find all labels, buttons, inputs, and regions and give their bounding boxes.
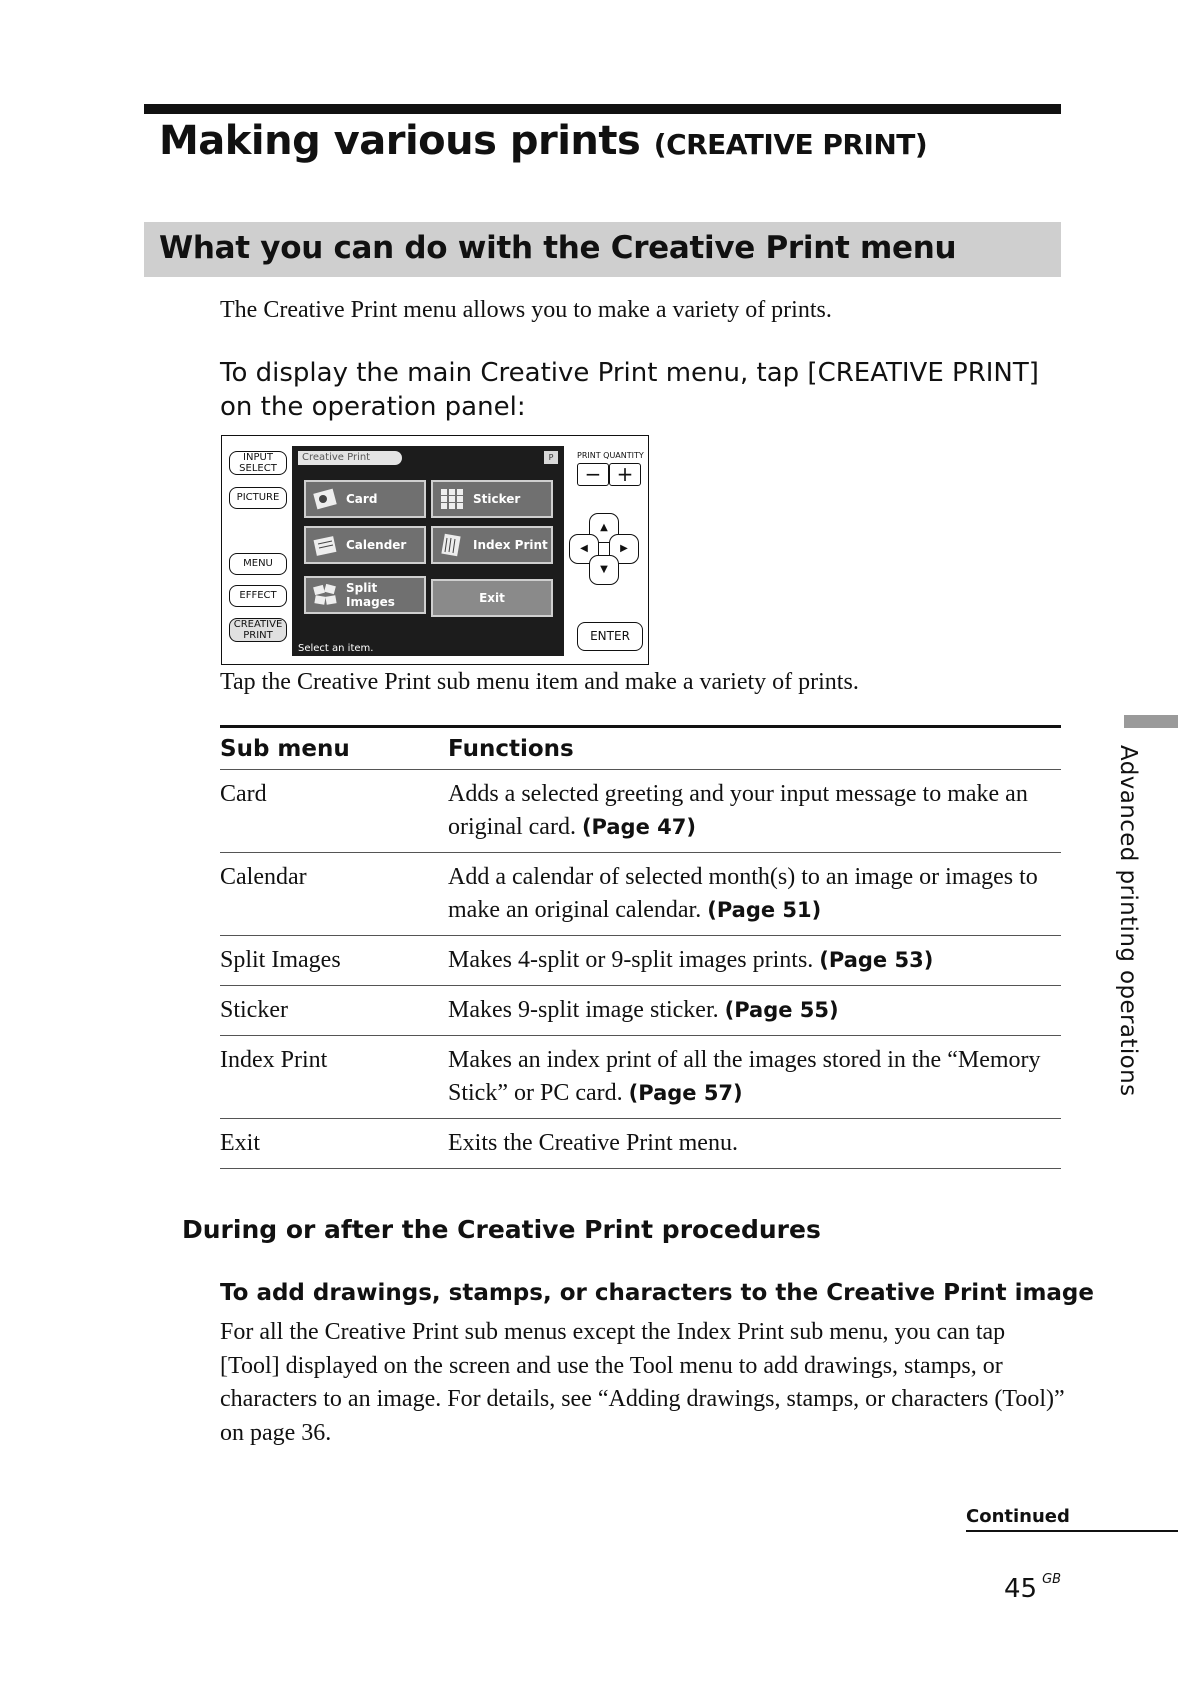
top-rule (144, 104, 1061, 114)
submenu-functions-table (220, 725, 1061, 1169)
table-row (220, 853, 1061, 936)
instruction-text: To display the main Creative Print menu, tap [CREATIVE PRINT] on the operation panel: (220, 358, 1039, 422)
index-print-icon (439, 533, 465, 557)
print-quantity-label: PRINT QUANTITY (577, 451, 644, 460)
row-function: Adds a selected greeting and your input message to make an original card. (Page 47) (448, 770, 1061, 853)
table-row (220, 936, 1061, 986)
quantity-minus-button: − (577, 463, 609, 486)
table-row (220, 1036, 1061, 1119)
arrow-left-icon: ◀ (569, 534, 599, 564)
screen-badge: P (544, 451, 558, 464)
panel-caption: Tap the Creative Print sub menu item and make a variety of prints. (220, 669, 859, 695)
continued-label: Continued (966, 1506, 1070, 1527)
input-select-button: INPUT SELECT (229, 451, 287, 475)
row-function: Add a calendar of selected month(s) to an image or images to make an original calendar. (Page 51) (448, 853, 1061, 936)
page-suffix: GB (1042, 1572, 1062, 1587)
creative-print-button: CREATIVE PRINT (229, 618, 287, 642)
page-reference: (Page 57) (628, 1081, 743, 1105)
table-header-functions: Functions (448, 727, 1061, 770)
page-reference: (Page 55) (724, 998, 839, 1022)
page-title-sub: (CREATIVE PRINT) (653, 128, 928, 161)
menu-button: MENU (229, 553, 287, 575)
row-function: Makes 4-split or 9-split images prints. (Page 53) (448, 936, 1061, 986)
page-title: Making various prints (CREATIVE PRINT) (159, 118, 928, 164)
table-header-row (220, 727, 1061, 770)
row-submenu: Sticker (220, 986, 448, 1036)
table-row (220, 1119, 1061, 1169)
continued-rule (966, 1530, 1178, 1532)
quantity-plus-button: + (609, 463, 641, 486)
menu-card-button: Card (304, 480, 426, 518)
arrow-up-icon: ▲ (589, 513, 619, 543)
subsection-subtitle: To add drawings, stamps, or characters to the Creative Print image (220, 1280, 1094, 1306)
row-function: Makes 9-split image sticker. (Page 55) (448, 986, 1061, 1036)
calendar-icon (312, 533, 338, 557)
row-function: Exits the Creative Print menu. (448, 1119, 1061, 1169)
row-submenu: Split Images (220, 936, 448, 986)
lcd-screen (292, 446, 564, 656)
sticker-icon (439, 487, 465, 511)
arrow-right-icon: ▶ (609, 534, 639, 564)
screen-status: Select an item. (298, 643, 374, 654)
page-number: 45 $^{GB}$ (1004, 1572, 1062, 1604)
operation-panel-illustration (221, 435, 649, 665)
row-submenu: Index Print (220, 1036, 448, 1119)
card-icon (312, 487, 338, 511)
table-row (220, 986, 1061, 1036)
menu-sticker-button: Sticker (431, 480, 553, 518)
picture-button: PICTURE (229, 487, 287, 509)
row-submenu: Calendar (220, 853, 448, 936)
intro-text: The Creative Print menu allows you to make a variety of prints. (220, 297, 832, 323)
split-images-icon (312, 583, 338, 607)
page-reference: (Page 47) (581, 815, 696, 839)
arrow-down-icon: ▼ (589, 555, 619, 585)
page-reference: (Page 53) (819, 948, 934, 972)
side-tab-marker (1124, 715, 1178, 728)
menu-calender-button: Calender (304, 526, 426, 564)
subsection-title: During or after the Creative Print procedures (182, 1215, 821, 1244)
table-header-submenu: Sub menu (220, 727, 448, 770)
subsection-body: For all the Creative Print sub menus except the Index Print sub menu, you can tap [Tool] displayed on the screen and use the Tool menu to add drawings, stamps, or characters to an image. For details, see “Adding drawings, stamps, or characters (Tool)” on page 36. (220, 1319, 1065, 1446)
menu-split-images-button: Split Images (304, 576, 426, 614)
row-submenu: Exit (220, 1119, 448, 1169)
menu-exit-button: Exit (431, 579, 553, 617)
row-submenu: Card (220, 770, 448, 853)
table-row (220, 770, 1061, 853)
row-function: Makes an index print of all the images stored in the “Memory Stick” or PC card. (Page 57) (448, 1036, 1061, 1119)
screen-title: Creative Print (298, 451, 402, 465)
page-reference: (Page 51) (707, 898, 822, 922)
menu-index-print-button: Index Print (431, 526, 553, 564)
enter-button: ENTER (577, 622, 643, 651)
effect-button: EFFECT (229, 585, 287, 607)
section-title: What you can do with the Creative Print menu (159, 230, 957, 266)
